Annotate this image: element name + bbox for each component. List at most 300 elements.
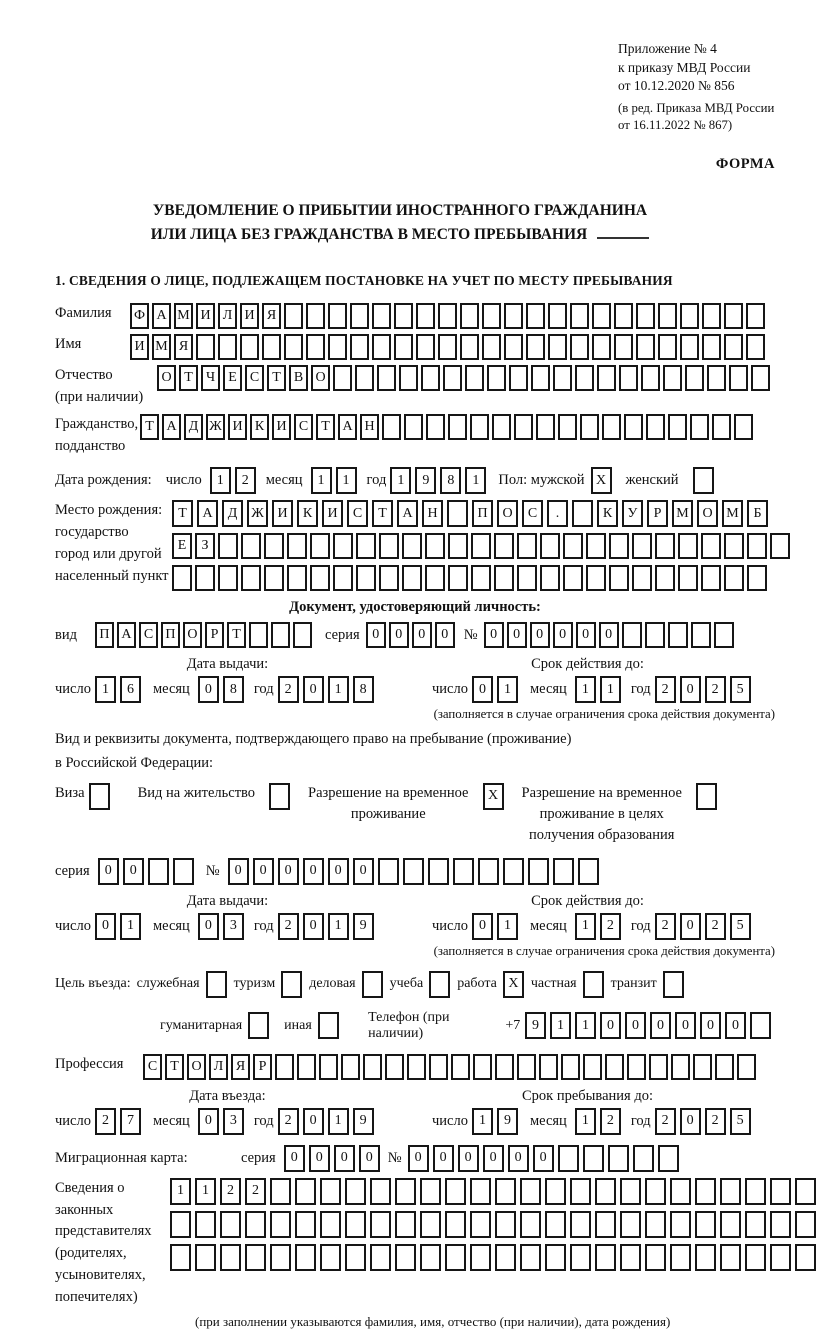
char-cell[interactable]: [645, 1211, 666, 1238]
char-cell[interactable]: 0: [303, 913, 324, 940]
char-cell[interactable]: А: [397, 500, 418, 527]
char-cell[interactable]: [602, 414, 621, 440]
char-cell[interactable]: [750, 1012, 771, 1039]
char-cell[interactable]: Р: [253, 1054, 272, 1080]
char-cell[interactable]: [690, 414, 709, 440]
char-cell[interactable]: [545, 1178, 566, 1205]
char-cell[interactable]: [655, 565, 675, 591]
char-cell[interactable]: И: [272, 414, 291, 440]
char-cell[interactable]: Н: [360, 414, 379, 440]
char-cell[interactable]: [494, 565, 514, 591]
char-cell[interactable]: [306, 303, 325, 329]
char-cell[interactable]: Д: [184, 414, 203, 440]
char-cell[interactable]: [293, 622, 312, 648]
char-cell[interactable]: [578, 858, 599, 885]
char-cell[interactable]: 1: [497, 676, 518, 703]
char-cell[interactable]: 0: [600, 1012, 621, 1039]
char-cell[interactable]: [583, 1054, 602, 1080]
char-cell[interactable]: [195, 1244, 216, 1271]
char-cell[interactable]: 1: [575, 1012, 596, 1039]
char-cell[interactable]: [420, 1211, 441, 1238]
char-cell[interactable]: [770, 1211, 791, 1238]
char-cell[interactable]: [680, 303, 699, 329]
char-cell[interactable]: 5: [730, 676, 751, 703]
char-cell[interactable]: [416, 303, 435, 329]
char-cell[interactable]: [407, 1054, 426, 1080]
char-cell[interactable]: [470, 1244, 491, 1271]
char-cell[interactable]: 9: [525, 1012, 546, 1039]
char-cell[interactable]: [701, 565, 721, 591]
char-cell[interactable]: [737, 1054, 756, 1080]
char-cell[interactable]: [624, 414, 643, 440]
char-cell[interactable]: [447, 500, 468, 527]
char-cell[interactable]: Ж: [206, 414, 225, 440]
char-cell[interactable]: [341, 1054, 360, 1080]
char-cell[interactable]: [492, 414, 511, 440]
char-cell[interactable]: [526, 303, 545, 329]
char-cell[interactable]: 0: [484, 622, 504, 648]
char-cell[interactable]: [395, 1244, 416, 1271]
char-cell[interactable]: [695, 1211, 716, 1238]
char-cell[interactable]: 2: [600, 913, 621, 940]
char-cell[interactable]: [460, 303, 479, 329]
char-cell[interactable]: [580, 414, 599, 440]
char-cell[interactable]: В: [289, 365, 308, 391]
char-cell[interactable]: [572, 500, 593, 527]
char-cell[interactable]: [619, 365, 638, 391]
char-cell[interactable]: [746, 334, 765, 360]
char-cell[interactable]: [262, 334, 281, 360]
char-cell[interactable]: [575, 365, 594, 391]
char-cell[interactable]: [517, 533, 537, 559]
char-cell[interactable]: К: [297, 500, 318, 527]
char-cell[interactable]: [540, 533, 560, 559]
char-cell[interactable]: [218, 334, 237, 360]
char-cell[interactable]: [645, 1178, 666, 1205]
char-cell[interactable]: [707, 365, 726, 391]
char-cell[interactable]: 3: [223, 1108, 244, 1135]
char-cell[interactable]: [570, 1178, 591, 1205]
char-cell[interactable]: [592, 303, 611, 329]
char-cell[interactable]: [172, 565, 192, 591]
char-cell[interactable]: [196, 334, 215, 360]
char-cell[interactable]: [670, 1244, 691, 1271]
char-cell[interactable]: К: [250, 414, 269, 440]
char-cell[interactable]: [503, 858, 524, 885]
char-cell[interactable]: 0: [650, 1012, 671, 1039]
char-cell[interactable]: [379, 565, 399, 591]
char-cell[interactable]: И: [228, 414, 247, 440]
char-cell[interactable]: 2: [220, 1178, 241, 1205]
char-cell[interactable]: [445, 1178, 466, 1205]
char-cell[interactable]: [715, 1054, 734, 1080]
char-cell[interactable]: [287, 533, 307, 559]
char-cell[interactable]: 7: [120, 1108, 141, 1135]
char-cell[interactable]: 1: [497, 913, 518, 940]
char-cell[interactable]: [545, 1211, 566, 1238]
char-cell[interactable]: [328, 303, 347, 329]
char-cell[interactable]: Е: [223, 365, 242, 391]
char-cell[interactable]: [540, 565, 560, 591]
char-cell[interactable]: Т: [172, 500, 193, 527]
char-cell[interactable]: [751, 365, 770, 391]
char-cell[interactable]: [370, 1178, 391, 1205]
char-cell[interactable]: [306, 334, 325, 360]
char-cell[interactable]: [691, 622, 711, 648]
char-cell[interactable]: 0: [680, 676, 701, 703]
checkbox-cell[interactable]: [693, 467, 714, 494]
char-cell[interactable]: И: [240, 303, 259, 329]
char-cell[interactable]: [678, 565, 698, 591]
char-cell[interactable]: [470, 1178, 491, 1205]
char-cell[interactable]: 0: [700, 1012, 721, 1039]
char-cell[interactable]: К: [597, 500, 618, 527]
char-cell[interactable]: [670, 1211, 691, 1238]
char-cell[interactable]: 2: [235, 467, 256, 494]
char-cell[interactable]: 0: [408, 1145, 429, 1172]
char-cell[interactable]: 0: [123, 858, 144, 885]
char-cell[interactable]: О: [697, 500, 718, 527]
char-cell[interactable]: [632, 533, 652, 559]
char-cell[interactable]: [395, 1211, 416, 1238]
char-cell[interactable]: [445, 1211, 466, 1238]
char-cell[interactable]: 0: [334, 1145, 355, 1172]
char-cell[interactable]: 9: [353, 913, 374, 940]
char-cell[interactable]: [517, 1054, 536, 1080]
char-cell[interactable]: [528, 858, 549, 885]
char-cell[interactable]: Ф: [130, 303, 149, 329]
char-cell[interactable]: [245, 1211, 266, 1238]
char-cell[interactable]: [495, 1211, 516, 1238]
char-cell[interactable]: 0: [433, 1145, 454, 1172]
char-cell[interactable]: 0: [507, 622, 527, 648]
char-cell[interactable]: [385, 1054, 404, 1080]
char-cell[interactable]: [487, 365, 506, 391]
char-cell[interactable]: [394, 334, 413, 360]
char-cell[interactable]: [504, 334, 523, 360]
char-cell[interactable]: [517, 565, 537, 591]
char-cell[interactable]: С: [347, 500, 368, 527]
char-cell[interactable]: [614, 303, 633, 329]
char-cell[interactable]: 1: [600, 676, 621, 703]
char-cell[interactable]: [558, 1145, 579, 1172]
char-cell[interactable]: [494, 533, 514, 559]
char-cell[interactable]: [641, 365, 660, 391]
checkbox-cell[interactable]: [663, 971, 684, 998]
char-cell[interactable]: [195, 1211, 216, 1238]
char-cell[interactable]: [295, 1178, 316, 1205]
checkbox-cell[interactable]: [583, 971, 604, 998]
char-cell[interactable]: [553, 365, 572, 391]
char-cell[interactable]: [695, 1178, 716, 1205]
char-cell[interactable]: 2: [705, 913, 726, 940]
char-cell[interactable]: [563, 533, 583, 559]
char-cell[interactable]: [712, 414, 731, 440]
char-cell[interactable]: [320, 1211, 341, 1238]
char-cell[interactable]: [320, 1244, 341, 1271]
char-cell[interactable]: [451, 1054, 470, 1080]
char-cell[interactable]: [592, 334, 611, 360]
char-cell[interactable]: 0: [309, 1145, 330, 1172]
char-cell[interactable]: [148, 858, 169, 885]
char-cell[interactable]: [526, 334, 545, 360]
char-cell[interactable]: [319, 1054, 338, 1080]
char-cell[interactable]: [670, 1178, 691, 1205]
char-cell[interactable]: [471, 533, 491, 559]
char-cell[interactable]: 1: [390, 467, 411, 494]
char-cell[interactable]: 0: [198, 1108, 219, 1135]
char-cell[interactable]: [382, 414, 401, 440]
char-cell[interactable]: 0: [680, 913, 701, 940]
char-cell[interactable]: [328, 334, 347, 360]
char-cell[interactable]: [504, 303, 523, 329]
char-cell[interactable]: [620, 1211, 641, 1238]
char-cell[interactable]: [264, 533, 284, 559]
char-cell[interactable]: [495, 1054, 514, 1080]
char-cell[interactable]: Ж: [247, 500, 268, 527]
char-cell[interactable]: 1: [472, 1108, 493, 1135]
char-cell[interactable]: И: [272, 500, 293, 527]
char-cell[interactable]: [586, 565, 606, 591]
char-cell[interactable]: 2: [655, 1108, 676, 1135]
char-cell[interactable]: [645, 622, 665, 648]
char-cell[interactable]: [545, 1244, 566, 1271]
char-cell[interactable]: [438, 334, 457, 360]
char-cell[interactable]: [583, 1145, 604, 1172]
char-cell[interactable]: [310, 565, 330, 591]
char-cell[interactable]: О: [183, 622, 202, 648]
checkbox-cell[interactable]: [318, 1012, 339, 1039]
char-cell[interactable]: А: [152, 303, 171, 329]
char-cell[interactable]: [570, 334, 589, 360]
char-cell[interactable]: [702, 334, 721, 360]
char-cell[interactable]: .: [547, 500, 568, 527]
char-cell[interactable]: 0: [303, 858, 324, 885]
char-cell[interactable]: [553, 858, 574, 885]
char-cell[interactable]: [270, 1244, 291, 1271]
char-cell[interactable]: [658, 1145, 679, 1172]
char-cell[interactable]: 2: [245, 1178, 266, 1205]
char-cell[interactable]: 0: [553, 622, 573, 648]
char-cell[interactable]: [218, 533, 238, 559]
char-cell[interactable]: 2: [600, 1108, 621, 1135]
char-cell[interactable]: [770, 533, 790, 559]
checkbox-cell[interactable]: [206, 971, 227, 998]
char-cell[interactable]: [448, 533, 468, 559]
char-cell[interactable]: [548, 334, 567, 360]
char-cell[interactable]: [671, 1054, 690, 1080]
char-cell[interactable]: [620, 1178, 641, 1205]
char-cell[interactable]: [655, 533, 675, 559]
char-cell[interactable]: [195, 565, 215, 591]
char-cell[interactable]: 0: [198, 913, 219, 940]
char-cell[interactable]: Н: [422, 500, 443, 527]
char-cell[interactable]: [320, 1178, 341, 1205]
char-cell[interactable]: [658, 334, 677, 360]
char-cell[interactable]: [658, 303, 677, 329]
char-cell[interactable]: [471, 565, 491, 591]
char-cell[interactable]: 0: [533, 1145, 554, 1172]
char-cell[interactable]: Я: [174, 334, 193, 360]
char-cell[interactable]: Е: [172, 533, 192, 559]
char-cell[interactable]: [482, 303, 501, 329]
char-cell[interactable]: [632, 565, 652, 591]
char-cell[interactable]: [570, 1211, 591, 1238]
char-cell[interactable]: [680, 334, 699, 360]
char-cell[interactable]: М: [152, 334, 171, 360]
char-cell[interactable]: [627, 1054, 646, 1080]
char-cell[interactable]: [438, 303, 457, 329]
char-cell[interactable]: 2: [705, 1108, 726, 1135]
char-cell[interactable]: [668, 622, 688, 648]
char-cell[interactable]: [470, 414, 489, 440]
char-cell[interactable]: 0: [412, 622, 432, 648]
char-cell[interactable]: [170, 1244, 191, 1271]
char-cell[interactable]: [608, 1145, 629, 1172]
char-cell[interactable]: С: [522, 500, 543, 527]
char-cell[interactable]: [597, 365, 616, 391]
char-cell[interactable]: 0: [95, 913, 116, 940]
char-cell[interactable]: 1: [195, 1178, 216, 1205]
char-cell[interactable]: [284, 334, 303, 360]
char-cell[interactable]: [645, 1244, 666, 1271]
checkbox-cell[interactable]: X: [591, 467, 612, 494]
char-cell[interactable]: 1: [328, 1108, 349, 1135]
char-cell[interactable]: [379, 533, 399, 559]
char-cell[interactable]: 1: [575, 1108, 596, 1135]
char-cell[interactable]: [448, 565, 468, 591]
char-cell[interactable]: [595, 1211, 616, 1238]
char-cell[interactable]: [350, 303, 369, 329]
char-cell[interactable]: [746, 303, 765, 329]
checkbox-cell[interactable]: X: [503, 971, 524, 998]
char-cell[interactable]: [685, 365, 704, 391]
char-cell[interactable]: [663, 365, 682, 391]
char-cell[interactable]: 0: [435, 622, 455, 648]
char-cell[interactable]: 3: [223, 913, 244, 940]
char-cell[interactable]: [595, 1244, 616, 1271]
char-cell[interactable]: [370, 1244, 391, 1271]
char-cell[interactable]: 0: [472, 913, 493, 940]
char-cell[interactable]: [539, 1054, 558, 1080]
char-cell[interactable]: [295, 1211, 316, 1238]
char-cell[interactable]: 2: [278, 1108, 299, 1135]
char-cell[interactable]: 1: [170, 1178, 191, 1205]
char-cell[interactable]: 0: [389, 622, 409, 648]
char-cell[interactable]: 2: [655, 913, 676, 940]
char-cell[interactable]: [399, 365, 418, 391]
char-cell[interactable]: [345, 1211, 366, 1238]
char-cell[interactable]: [297, 1054, 316, 1080]
char-cell[interactable]: 0: [508, 1145, 529, 1172]
char-cell[interactable]: [378, 858, 399, 885]
char-cell[interactable]: [595, 1178, 616, 1205]
char-cell[interactable]: 0: [98, 858, 119, 885]
char-cell[interactable]: 0: [303, 676, 324, 703]
char-cell[interactable]: [421, 365, 440, 391]
char-cell[interactable]: [495, 1244, 516, 1271]
char-cell[interactable]: 0: [303, 1108, 324, 1135]
char-cell[interactable]: [443, 365, 462, 391]
char-cell[interactable]: [395, 1178, 416, 1205]
char-cell[interactable]: 8: [440, 467, 461, 494]
char-cell[interactable]: [745, 1211, 766, 1238]
checkbox-cell[interactable]: X: [483, 783, 504, 810]
char-cell[interactable]: 8: [223, 676, 244, 703]
char-cell[interactable]: [403, 858, 424, 885]
char-cell[interactable]: [482, 334, 501, 360]
char-cell[interactable]: 0: [530, 622, 550, 648]
char-cell[interactable]: [770, 1178, 791, 1205]
char-cell[interactable]: 0: [353, 858, 374, 885]
char-cell[interactable]: У: [622, 500, 643, 527]
char-cell[interactable]: [275, 1054, 294, 1080]
char-cell[interactable]: [702, 303, 721, 329]
char-cell[interactable]: А: [338, 414, 357, 440]
checkbox-cell[interactable]: [248, 1012, 269, 1039]
char-cell[interactable]: Д: [222, 500, 243, 527]
char-cell[interactable]: [724, 334, 743, 360]
char-cell[interactable]: С: [139, 622, 158, 648]
char-cell[interactable]: С: [143, 1054, 162, 1080]
char-cell[interactable]: [448, 414, 467, 440]
char-cell[interactable]: С: [245, 365, 264, 391]
char-cell[interactable]: 1: [465, 467, 486, 494]
char-cell[interactable]: [270, 1211, 291, 1238]
char-cell[interactable]: 9: [415, 467, 436, 494]
char-cell[interactable]: 9: [497, 1108, 518, 1135]
char-cell[interactable]: 0: [675, 1012, 696, 1039]
char-cell[interactable]: [370, 1211, 391, 1238]
char-cell[interactable]: [720, 1244, 741, 1271]
char-cell[interactable]: [426, 414, 445, 440]
char-cell[interactable]: [548, 303, 567, 329]
char-cell[interactable]: [445, 1244, 466, 1271]
char-cell[interactable]: [795, 1211, 816, 1238]
char-cell[interactable]: 1: [328, 676, 349, 703]
char-cell[interactable]: [249, 622, 268, 648]
char-cell[interactable]: [473, 1054, 492, 1080]
char-cell[interactable]: Б: [747, 500, 768, 527]
char-cell[interactable]: [460, 334, 479, 360]
char-cell[interactable]: [509, 365, 528, 391]
char-cell[interactable]: 1: [336, 467, 357, 494]
char-cell[interactable]: [429, 1054, 448, 1080]
char-cell[interactable]: М: [722, 500, 743, 527]
char-cell[interactable]: [745, 1244, 766, 1271]
char-cell[interactable]: Я: [262, 303, 281, 329]
char-cell[interactable]: О: [187, 1054, 206, 1080]
char-cell[interactable]: С: [294, 414, 313, 440]
char-cell[interactable]: 0: [472, 676, 493, 703]
char-cell[interactable]: 0: [253, 858, 274, 885]
char-cell[interactable]: [270, 1178, 291, 1205]
char-cell[interactable]: А: [197, 500, 218, 527]
char-cell[interactable]: П: [472, 500, 493, 527]
char-cell[interactable]: [724, 533, 744, 559]
char-cell[interactable]: [453, 858, 474, 885]
char-cell[interactable]: [240, 334, 259, 360]
char-cell[interactable]: [377, 365, 396, 391]
char-cell[interactable]: [173, 858, 194, 885]
char-cell[interactable]: Т: [316, 414, 335, 440]
char-cell[interactable]: [470, 1211, 491, 1238]
char-cell[interactable]: [363, 1054, 382, 1080]
char-cell[interactable]: [520, 1211, 541, 1238]
char-cell[interactable]: Я: [231, 1054, 250, 1080]
char-cell[interactable]: 9: [353, 1108, 374, 1135]
char-cell[interactable]: [310, 533, 330, 559]
